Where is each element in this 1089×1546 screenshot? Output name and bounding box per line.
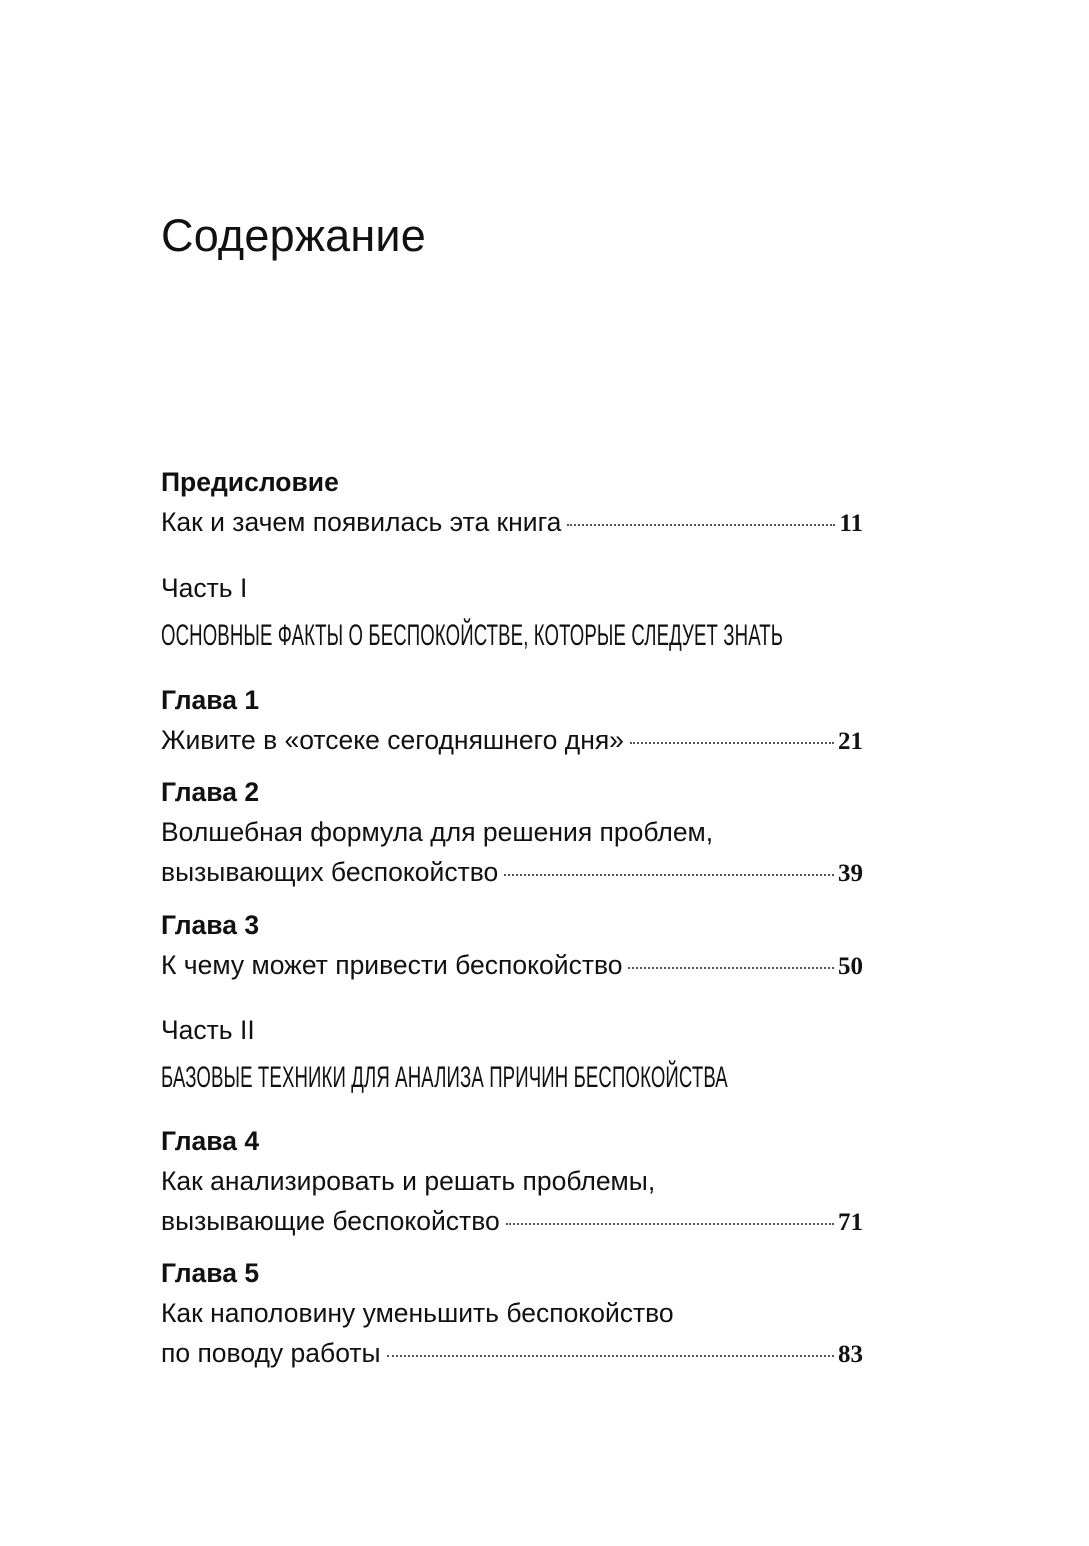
chapter-2-entry-line [161,852,863,892]
chapter-2-page-number: 39 [838,860,863,887]
chapter-3-page-number: 50 [838,953,863,980]
preface-page-number: 11 [839,510,863,537]
chapter-4-title-line-1: Как анализировать и решать проблемы, [161,1166,656,1196]
part-1-label: Часть I [161,573,248,603]
chapter-1-entry-line [161,720,863,760]
chapter-3-heading: Глава 3 [161,910,260,940]
preface-heading: Предисловие [161,467,339,497]
preface-entry-text: Как и зачем появилась эта книга [161,507,562,537]
chapter-1-title: Живите в «отсеке сегодняшнего дня» [161,725,624,755]
part-2-title: БАЗОВЫЕ ТЕХНИКИ ДЛЯ АНАЛИЗА ПРИЧИН БЕСПОКОЙСТВА [161,1061,728,1094]
part-2 [161,1010,863,1100]
preface-entry-line [161,502,863,542]
chapter-5-heading: Глава 5 [161,1258,260,1288]
chapter-1-page-number: 21 [838,728,863,755]
chapter-5-title-line-2: по поводу работы [161,1338,381,1368]
chapter-3-entry-line [161,945,863,985]
toc-entry-chapter-3 [161,905,863,985]
dot-leader [387,1355,834,1357]
chapter-4-page-number: 71 [838,1209,863,1236]
chapter-4-heading: Глава 4 [161,1126,260,1156]
dot-leader [628,967,834,969]
chapter-5-page-number: 83 [838,1341,863,1368]
page-title: Содержание [161,210,426,261]
dot-leader [567,524,835,526]
toc-entry-chapter-4 [161,1121,863,1241]
toc-entry-chapter-1 [161,680,863,760]
toc-entry-chapter-5 [161,1253,863,1373]
dot-leader [506,1223,834,1225]
chapter-2-title-line-1: Волшебная формула для решения проблем, [161,817,714,847]
chapter-3-title: К чему может привести беспокойство [161,950,623,980]
chapter-5-title-line-1: Как наполовину уменьшить беспокойство [161,1298,674,1328]
dot-leader [630,742,834,744]
part-1 [161,568,863,658]
toc-entry-preface [161,462,863,542]
chapter-2-title-line-2: вызывающих беспокойство [161,857,499,887]
chapter-4-title-line-2: вызывающие беспокойство [161,1206,500,1236]
chapter-1-heading: Глава 1 [161,685,260,715]
chapter-2-heading: Глава 2 [161,777,260,807]
part-1-title: ОСНОВНЫЕ ФАКТЫ О БЕСПОКОЙСТВЕ, КОТОРЫЕ СЛЕДУЕТ ЗНАТЬ [161,619,784,652]
part-2-label: Часть II [161,1015,255,1045]
dot-leader [504,874,834,876]
chapter-4-entry-line [161,1201,863,1241]
chapter-5-entry-line [161,1333,863,1373]
toc-page [161,0,863,1546]
toc-entry-chapter-2 [161,772,863,892]
